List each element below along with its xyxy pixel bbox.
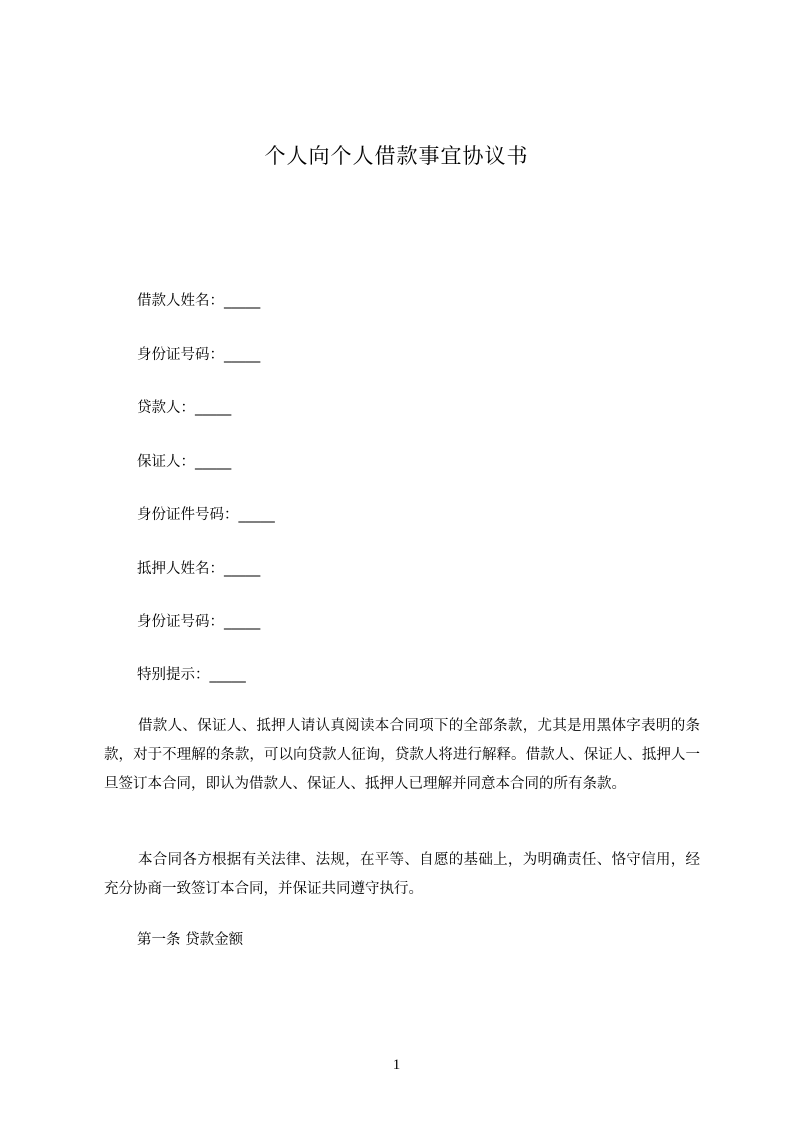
notice-paragraph: 借款人、保证人、抵押人请认真阅读本合同项下的全部条款，尤其是用黑体字表明的条款，对于不理解的条款，可以向贷款人征询，贷款人将进行解释。借款人、保证人、抵押人一旦签订本合同，即认为借款人、保证人、抵押人已理解并同意本合同的所有条款。	[104, 718, 700, 792]
field-mortgagor-id-number	[137, 612, 260, 632]
field-label: 身份证号码：	[137, 614, 224, 630]
field-label: 特别提示：	[137, 667, 210, 683]
field-blank: _____	[224, 561, 261, 577]
field-blank: _____	[224, 293, 261, 309]
field-guarantor	[137, 452, 231, 472]
field-label: 抵押人姓名：	[137, 561, 224, 577]
field-blank: _____	[224, 347, 261, 363]
field-label: 借款人姓名：	[137, 293, 224, 309]
field-blank: _____	[238, 507, 275, 523]
field-borrower-name	[137, 291, 260, 311]
preamble-paragraph: 本合同各方根据有关法律、法规，在平等、自愿的基础上，为明确责任、恪守信用，经充分协商一致签订本合同，并保证共同遵守执行。	[104, 852, 700, 897]
field-label: 身份证件号码：	[137, 507, 239, 523]
field-label: 保证人：	[137, 454, 195, 470]
field-label: 贷款人：	[137, 400, 195, 416]
field-blank: _____	[195, 454, 232, 470]
field-blank: _____	[209, 667, 246, 683]
field-special-notice	[137, 665, 246, 685]
field-guarantor-id-number	[137, 505, 275, 525]
section-heading-article-1: 第一条 贷款金额	[137, 932, 244, 948]
field-label: 身份证号码：	[137, 347, 224, 363]
field-blank: _____	[224, 614, 261, 630]
field-lender	[137, 398, 231, 418]
field-blank: _____	[195, 400, 232, 416]
field-mortgagor-name	[137, 559, 260, 579]
page-number: 1	[392, 1057, 401, 1073]
field-borrower-id-number	[137, 345, 260, 365]
document-title: 个人向个人借款事宜协议书	[264, 144, 529, 168]
